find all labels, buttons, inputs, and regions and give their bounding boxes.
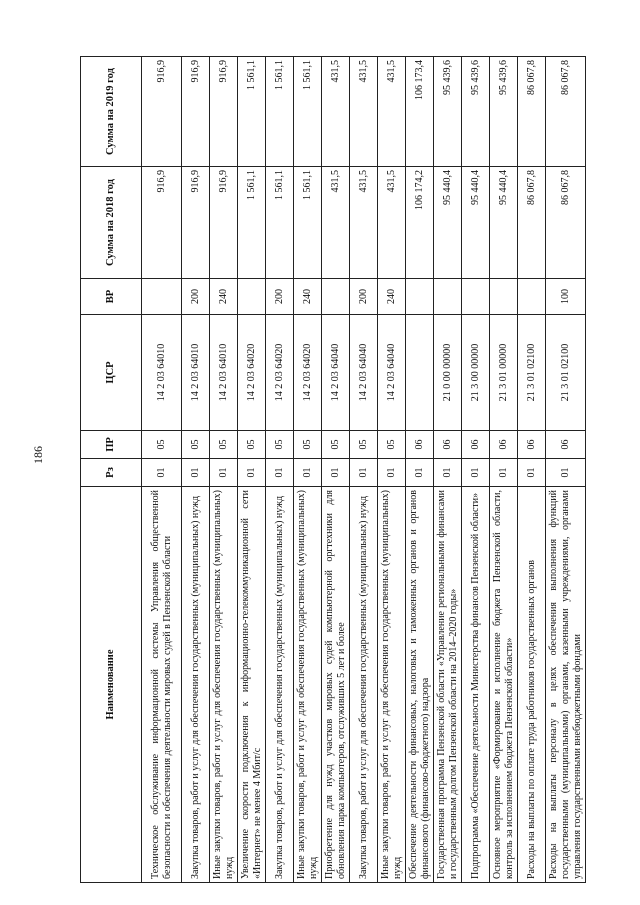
- header-rz: Рз: [81, 459, 142, 487]
- table-row: [462, 57, 490, 883]
- row-sum-2019: 1 561,1: [294, 57, 322, 167]
- row-sum-2018: 106 174,2: [406, 167, 434, 279]
- table-row: [490, 57, 518, 883]
- row-sum-2019: 95 439,6: [434, 57, 462, 167]
- row-name: Иные закупки товаров, работ и услуг для обеспечения государственных (муниципальных) нужд: [210, 487, 238, 883]
- row-csr: 14 2 03 64020: [238, 315, 266, 431]
- header-vr: ВР: [81, 279, 142, 315]
- row-rz: 01: [434, 459, 462, 487]
- row-vr: 200: [266, 279, 294, 315]
- row-name: Расходы на выплаты по оплате труда работников государственных органов: [518, 487, 546, 883]
- row-sum-2019: 916,9: [142, 57, 182, 167]
- row-sum-2018: 1 561,1: [238, 167, 266, 279]
- row-rz: 01: [378, 459, 406, 487]
- row-sum-2018: 95 440,4: [462, 167, 490, 279]
- row-csr: 14 2 03 64040: [322, 315, 350, 431]
- row-pr: 06: [406, 431, 434, 459]
- row-csr: 14 2 03 64010: [210, 315, 238, 431]
- row-rz: 01: [266, 459, 294, 487]
- row-csr: 14 2 03 64040: [350, 315, 378, 431]
- row-vr: 100: [546, 279, 586, 315]
- table-row: [546, 57, 586, 883]
- row-sum-2018: 95 440,4: [490, 167, 518, 279]
- row-csr: 14 2 03 64020: [266, 315, 294, 431]
- row-csr: 21 3 01 00000: [490, 315, 518, 431]
- row-rz: 01: [182, 459, 210, 487]
- row-sum-2018: 431,5: [350, 167, 378, 279]
- table-row: [266, 57, 294, 883]
- row-sum-2018: 431,5: [378, 167, 406, 279]
- row-rz: 01: [518, 459, 546, 487]
- row-sum-2019: 431,5: [378, 57, 406, 167]
- row-sum-2019: 86 067,8: [518, 57, 546, 167]
- row-vr: 240: [210, 279, 238, 315]
- row-sum-2018: 431,5: [322, 167, 350, 279]
- row-csr: 14 2 03 64010: [182, 315, 210, 431]
- table-row: [238, 57, 266, 883]
- row-vr: 200: [350, 279, 378, 315]
- table-row: [322, 57, 350, 883]
- row-vr: [518, 279, 546, 315]
- header-csr: ЦСР: [81, 315, 142, 431]
- row-vr: [490, 279, 518, 315]
- table-row: [518, 57, 546, 883]
- row-csr: [406, 315, 434, 431]
- row-name: Подпрограмма «Обеспечение деятельности Министерства финансов Пензенской области»: [462, 487, 490, 883]
- row-pr: 05: [378, 431, 406, 459]
- row-sum-2018: 1 561,1: [266, 167, 294, 279]
- row-sum-2018: 95 440,4: [434, 167, 462, 279]
- row-pr: 05: [294, 431, 322, 459]
- row-rz: 01: [406, 459, 434, 487]
- row-name: Закупка товаров, работ и услуг для обеспечения государственных (муниципальных) нужд: [182, 487, 210, 883]
- row-name: Приобретение для нужд участков мировых судей компьютерной оргтехники для обновления парка компьютеров, отслуживших 5 лет и более: [322, 487, 350, 883]
- row-sum-2019: 1 561,1: [266, 57, 294, 167]
- row-vr: [406, 279, 434, 315]
- page-number: 186: [31, 446, 45, 464]
- row-sum-2019: 86 067,8: [546, 57, 586, 167]
- row-vr: [238, 279, 266, 315]
- row-sum-2018: 86 067,8: [518, 167, 546, 279]
- table-row: [406, 57, 434, 883]
- row-name: Государственная программа Пензенской области «Управление региональными финансами и государственным долгом Пензенской области на 2014–2020 годы»: [434, 487, 462, 883]
- row-pr: 06: [518, 431, 546, 459]
- row-sum-2019: 431,5: [322, 57, 350, 167]
- row-pr: 05: [210, 431, 238, 459]
- table-row: [350, 57, 378, 883]
- row-sum-2018: 916,9: [142, 167, 182, 279]
- row-name: Основное мероприятие «Формирование и исполнение бюджета Пензенской области, контроль за исполнением бюджета Пензенской области»: [490, 487, 518, 883]
- table-row: [378, 57, 406, 883]
- table-row: [294, 57, 322, 883]
- row-sum-2018: 1 561,1: [294, 167, 322, 279]
- row-csr: 14 2 03 64020: [294, 315, 322, 431]
- row-vr: [322, 279, 350, 315]
- row-csr: 14 2 03 64010: [142, 315, 182, 431]
- row-name: Иные закупки товаров, работ и услуг для обеспечения государственных (муниципальных) нужд: [378, 487, 406, 883]
- row-sum-2019: 95 439,6: [462, 57, 490, 167]
- row-sum-2018: 916,9: [210, 167, 238, 279]
- row-rz: 01: [490, 459, 518, 487]
- row-pr: 06: [434, 431, 462, 459]
- row-pr: 05: [266, 431, 294, 459]
- table-row: [434, 57, 462, 883]
- row-vr: [462, 279, 490, 315]
- row-rz: 01: [294, 459, 322, 487]
- row-sum-2018: 916,9: [182, 167, 210, 279]
- table-body: [142, 57, 586, 883]
- row-csr: 21 3 01 02100: [546, 315, 586, 431]
- row-csr: 21 3 01 02100: [518, 315, 546, 431]
- header-sum-2018: Сумма на 2018 год: [81, 167, 142, 279]
- row-pr: 05: [322, 431, 350, 459]
- row-pr: 05: [350, 431, 378, 459]
- row-name: Обеспечение деятельности финансовых, налоговых и таможенных органов и органов финансового (финансово-бюджетного) надзора: [406, 487, 434, 883]
- row-rz: 01: [238, 459, 266, 487]
- table-row: [142, 57, 182, 883]
- row-name: Закупка товаров, работ и услуг для обеспечения государственных (муниципальных) нужд: [350, 487, 378, 883]
- row-pr: 06: [490, 431, 518, 459]
- row-sum-2019: 916,9: [182, 57, 210, 167]
- row-vr: 240: [294, 279, 322, 315]
- header-name: Наименование: [81, 487, 142, 883]
- row-pr: 06: [462, 431, 490, 459]
- header-pr: ПР: [81, 431, 142, 459]
- budget-table: [80, 56, 586, 883]
- row-rz: 01: [210, 459, 238, 487]
- row-sum-2019: 106 173,4: [406, 57, 434, 167]
- row-pr: 05: [182, 431, 210, 459]
- row-name: Закупка товаров, работ и услуг для обеспечения государственных (муниципальных) нужд: [266, 487, 294, 883]
- table-row: [210, 57, 238, 883]
- row-name: Увеличение скорости подключения к информационно-телекоммуникационной сети «Интернет» не менее 4 Мбит/с: [238, 487, 266, 883]
- row-vr: [142, 279, 182, 315]
- header-sum-2019: Сумма на 2019 год: [81, 57, 142, 167]
- row-pr: 05: [238, 431, 266, 459]
- row-rz: 01: [322, 459, 350, 487]
- row-name: Техническое обслуживание информационной системы Управления общественной безопасности и обеспечения деятельности мировых судей в Пензенской области: [142, 487, 182, 883]
- row-sum-2019: 916,9: [210, 57, 238, 167]
- row-sum-2018: 86 067,8: [546, 167, 586, 279]
- row-rz: 01: [546, 459, 586, 487]
- row-vr: 200: [182, 279, 210, 315]
- table-row: [182, 57, 210, 883]
- row-vr: 240: [378, 279, 406, 315]
- row-csr: 21 3 00 00000: [462, 315, 490, 431]
- row-name: Иные закупки товаров, работ и услуг для обеспечения государственных (муниципальных) нужд: [294, 487, 322, 883]
- row-pr: 06: [546, 431, 586, 459]
- row-rz: 01: [142, 459, 182, 487]
- table-header-row: [81, 57, 142, 883]
- row-vr: [434, 279, 462, 315]
- row-csr: 14 2 03 64040: [378, 315, 406, 431]
- row-name: Расходы на выплаты персоналу в целях обеспечения выполнения функций государственными (муниципальными) органами, казенными учреждениями, органами управления государственными внебюджетными фондами: [546, 487, 586, 883]
- row-sum-2019: 1 561,1: [238, 57, 266, 167]
- row-rz: 01: [350, 459, 378, 487]
- row-pr: 05: [142, 431, 182, 459]
- row-sum-2019: 431,5: [350, 57, 378, 167]
- row-sum-2019: 95 439,6: [490, 57, 518, 167]
- row-rz: 01: [462, 459, 490, 487]
- row-csr: 21 0 00 00000: [434, 315, 462, 431]
- budget-table-container: [80, 57, 614, 883]
